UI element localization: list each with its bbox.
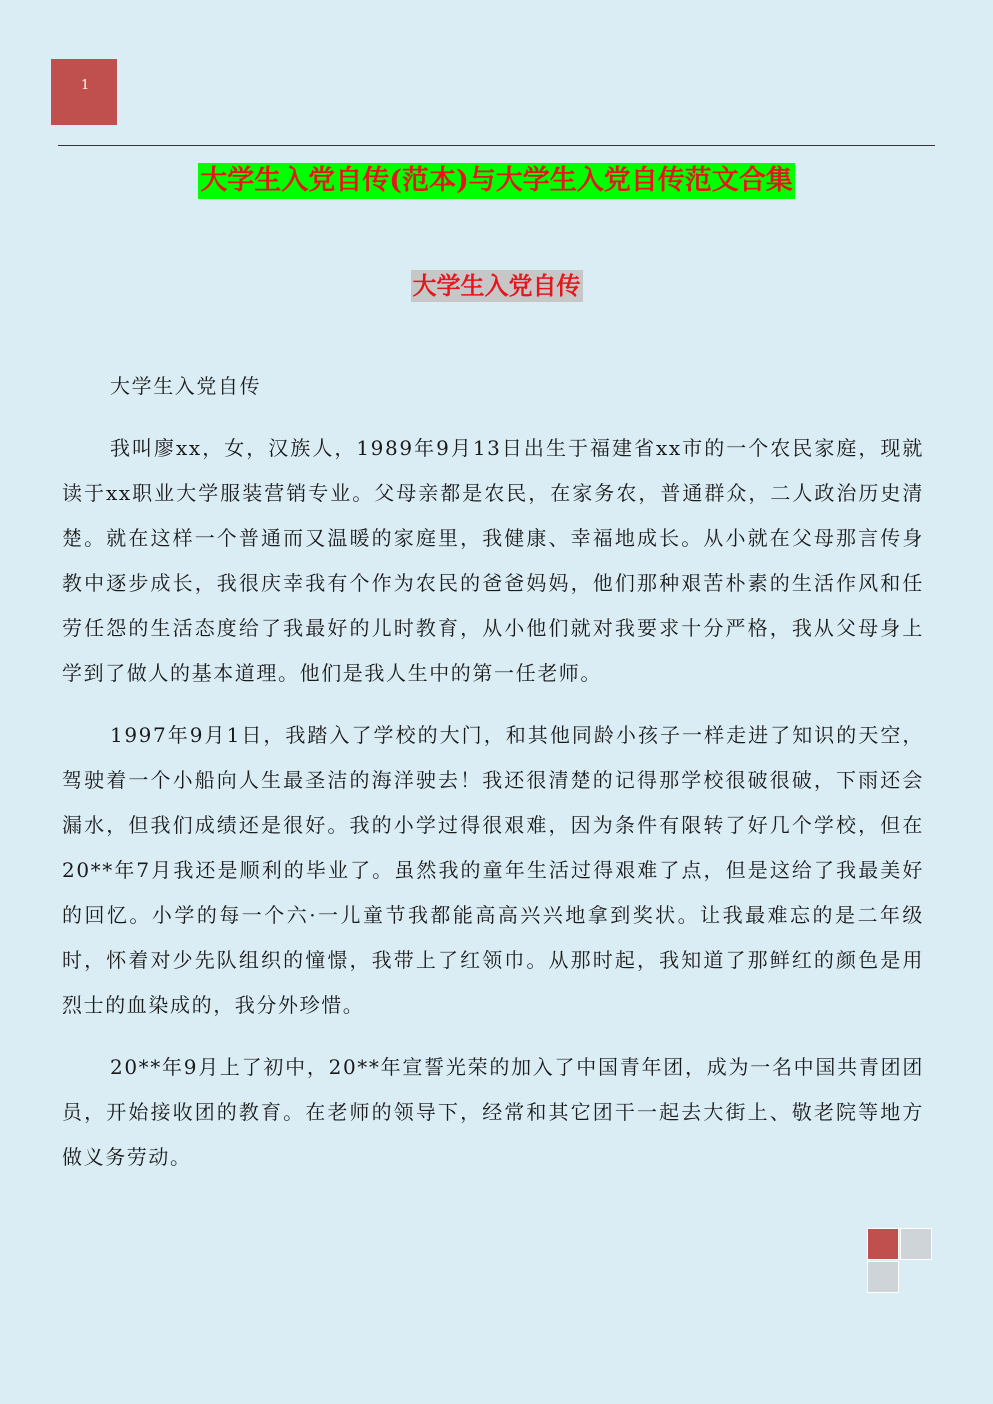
decorative-square-grey [900, 1228, 932, 1260]
document-body [62, 364, 924, 1197]
decorative-square-red [867, 1228, 899, 1260]
title-container [0, 163, 993, 199]
paragraph: 我叫廖xx，女，汉族人，1989年9月13日出生于福建省xx市的一个农民家庭，现就读于xx职业大学服装营销专业。父母亲都是农民，在家务农，普通群众，二人政治历史清楚。就在这样一个普通而又温暖的家庭里，我健康、幸福地成长。从小就在父母那言传身教中逐步成长，我很庆幸我有个作为农民的爸爸妈妈，他们那种艰苦朴素的生活作风和任劳任怨的生活态度给了我最好的儿时教育，从小他们就对我要求十分严格，我从父母身上学到了做人的基本道理。他们是我人生中的第一任老师。 [62, 436, 924, 685]
header-divider [58, 145, 935, 146]
page-number-badge [51, 59, 117, 125]
paragraph: 1997年9月1日，我踏入了学校的大门，和其他同龄小孩子一样走进了知识的天空，驾驶着一个小船向人生最圣洁的海洋驶去！我还很清楚的记得那学校很破很破，下雨还会漏水，但我们成绩还是很好。我的小学过得很艰难，因为条件有限转了好几个学校，但在20**年7月我还是顺利的毕业了。虽然我的童年生活过得艰难了点，但是这给了我最美好的回忆。小学的每一个六·一儿童节我都能高高兴兴地拿到奖状。让我最难忘的是二年级时，怀着对少先队组织的憧憬，我带上了红领巾。从那时起，我知道了那鲜红的颜色是用烈士的血染成的，我分外珍惜。 [62, 723, 924, 1017]
page-number: 1 [81, 78, 90, 93]
paragraph: 20**年9月上了初中，20**年宣誓光荣的加入了中国青年团，成为一名中国共青团团员，开始接收团的教育。在老师的领导下，经常和其它团干一起去大街上、敬老院等地方做义务劳动。 [62, 1055, 924, 1169]
document-title: 大学生入党自传(范本)与大学生入党自传范文合集 [198, 163, 795, 199]
decorative-square-grey [867, 1261, 899, 1293]
section-title: 大学生入党自传 [412, 271, 581, 300]
paragraph-heading: 大学生入党自传 [110, 374, 262, 398]
subtitle-container [0, 270, 993, 302]
